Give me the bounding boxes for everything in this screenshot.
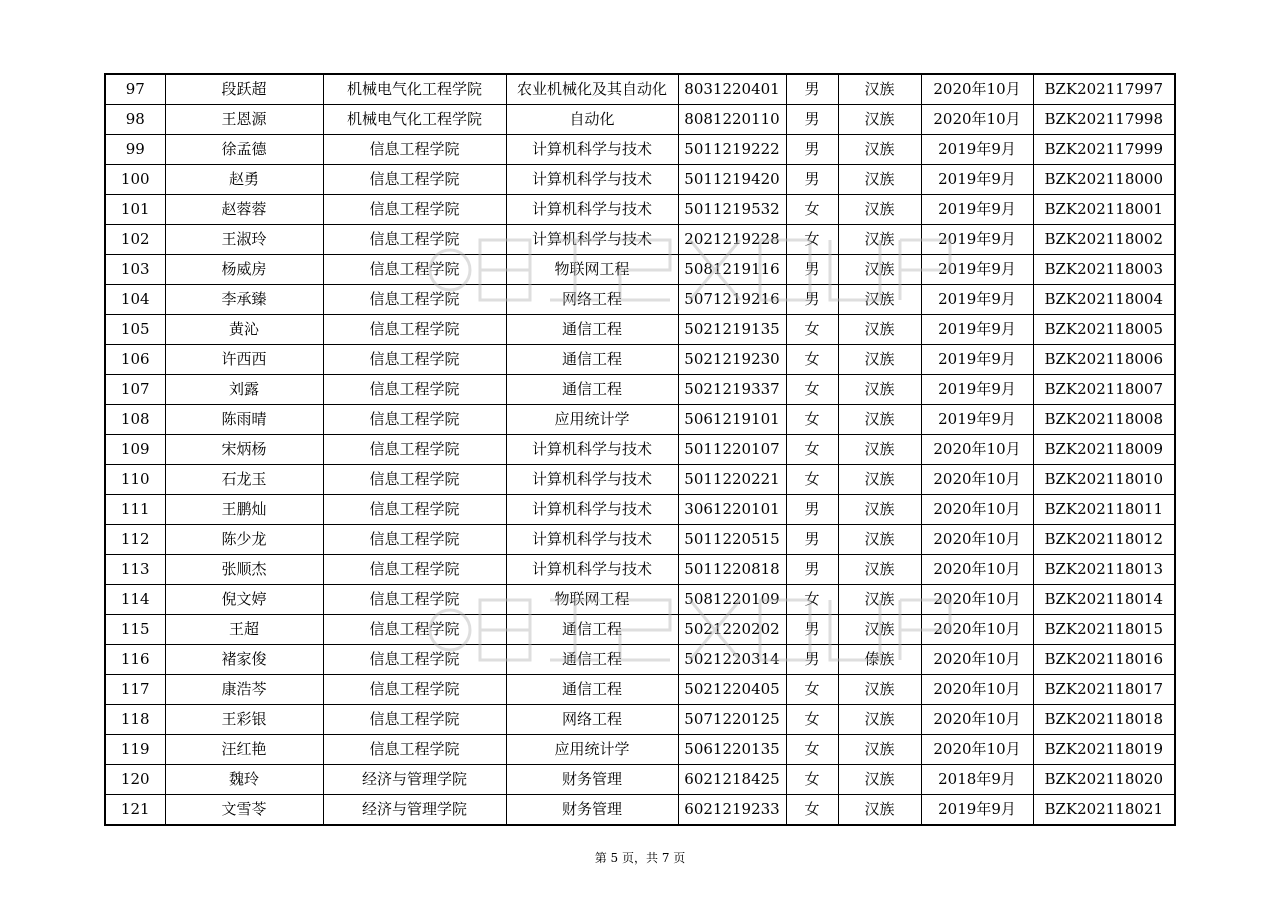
cell-index: 117	[105, 675, 165, 705]
cell-index: 103	[105, 255, 165, 285]
cell-gender: 男	[786, 165, 838, 195]
cell-cert-no: BZK202118010	[1033, 465, 1175, 495]
table-row	[105, 615, 1175, 645]
cell-major: 网络工程	[506, 705, 678, 735]
cell-enroll-date: 2019年9月	[921, 315, 1033, 345]
cell-index: 108	[105, 405, 165, 435]
cell-gender: 女	[786, 795, 838, 826]
cell-college: 机械电气化工程学院	[323, 105, 506, 135]
cell-enroll-date: 2019年9月	[921, 195, 1033, 225]
cell-ethnicity: 汉族	[838, 795, 921, 826]
cell-cert-no: BZK202118006	[1033, 345, 1175, 375]
cell-index: 98	[105, 105, 165, 135]
table-row	[105, 165, 1175, 195]
cell-index: 113	[105, 555, 165, 585]
cell-name: 宋炳杨	[165, 435, 323, 465]
table-row	[105, 405, 1175, 435]
cell-college: 信息工程学院	[323, 675, 506, 705]
cell-name: 王鹏灿	[165, 495, 323, 525]
cell-name: 徐孟德	[165, 135, 323, 165]
cell-major: 计算机科学与技术	[506, 465, 678, 495]
cell-college: 机械电气化工程学院	[323, 74, 506, 105]
cell-name: 陈少龙	[165, 525, 323, 555]
cell-student-id: 2021219228	[678, 225, 786, 255]
cell-ethnicity: 汉族	[838, 735, 921, 765]
cell-enroll-date: 2020年10月	[921, 525, 1033, 555]
cell-cert-no: BZK202118007	[1033, 375, 1175, 405]
cell-name: 赵勇	[165, 165, 323, 195]
cell-major: 物联网工程	[506, 255, 678, 285]
table-row	[105, 675, 1175, 705]
cell-major: 计算机科学与技术	[506, 495, 678, 525]
table-row	[105, 645, 1175, 675]
cell-name: 倪文婷	[165, 585, 323, 615]
cell-enroll-date: 2020年10月	[921, 465, 1033, 495]
cell-college: 信息工程学院	[323, 345, 506, 375]
cell-ethnicity: 汉族	[838, 435, 921, 465]
table-row	[105, 585, 1175, 615]
cell-name: 汪红艳	[165, 735, 323, 765]
cell-college: 信息工程学院	[323, 165, 506, 195]
cell-student-id: 5011219532	[678, 195, 786, 225]
cell-name: 王彩银	[165, 705, 323, 735]
table-row	[105, 345, 1175, 375]
cell-college: 信息工程学院	[323, 315, 506, 345]
cell-college: 经济与管理学院	[323, 795, 506, 826]
table-row	[105, 74, 1175, 105]
cell-name: 赵蓉蓉	[165, 195, 323, 225]
cell-enroll-date: 2020年10月	[921, 105, 1033, 135]
cell-cert-no: BZK202118004	[1033, 285, 1175, 315]
table-row	[105, 285, 1175, 315]
cell-ethnicity: 汉族	[838, 705, 921, 735]
cell-gender: 男	[786, 285, 838, 315]
cell-enroll-date: 2019年9月	[921, 345, 1033, 375]
cell-student-id: 8031220401	[678, 74, 786, 105]
table-row	[105, 375, 1175, 405]
cell-cert-no: BZK202118016	[1033, 645, 1175, 675]
cell-gender: 男	[786, 135, 838, 165]
table-row	[105, 135, 1175, 165]
table-row	[105, 435, 1175, 465]
cell-cert-no: BZK202117998	[1033, 105, 1175, 135]
cell-major: 通信工程	[506, 345, 678, 375]
table-row	[105, 105, 1175, 135]
cell-name: 魏玲	[165, 765, 323, 795]
cell-student-id: 5081220109	[678, 585, 786, 615]
cell-ethnicity: 汉族	[838, 765, 921, 795]
cell-index: 104	[105, 285, 165, 315]
cell-student-id: 5021219135	[678, 315, 786, 345]
cell-name: 许西西	[165, 345, 323, 375]
cell-student-id: 5011220818	[678, 555, 786, 585]
cell-ethnicity: 汉族	[838, 105, 921, 135]
cell-ethnicity: 汉族	[838, 585, 921, 615]
cell-name: 王超	[165, 615, 323, 645]
cell-cert-no: BZK202118012	[1033, 525, 1175, 555]
cell-cert-no: BZK202118008	[1033, 405, 1175, 435]
cell-enroll-date: 2019年9月	[921, 165, 1033, 195]
cell-student-id: 5061219101	[678, 405, 786, 435]
cell-major: 计算机科学与技术	[506, 195, 678, 225]
cell-index: 115	[105, 615, 165, 645]
cell-gender: 女	[786, 465, 838, 495]
cell-gender: 女	[786, 765, 838, 795]
page-number-footer: 第 5 页，共 7 页	[594, 851, 686, 865]
cell-gender: 女	[786, 585, 838, 615]
table-row	[105, 225, 1175, 255]
cell-index: 102	[105, 225, 165, 255]
cell-major: 计算机科学与技术	[506, 165, 678, 195]
cell-name: 陈雨晴	[165, 405, 323, 435]
cell-ethnicity: 汉族	[838, 195, 921, 225]
cell-major: 通信工程	[506, 375, 678, 405]
cell-gender: 男	[786, 525, 838, 555]
cell-enroll-date: 2020年10月	[921, 435, 1033, 465]
cell-student-id: 5011219420	[678, 165, 786, 195]
cell-name: 石龙玉	[165, 465, 323, 495]
cell-index: 106	[105, 345, 165, 375]
cell-major: 应用统计学	[506, 735, 678, 765]
table-row	[105, 795, 1175, 826]
cell-student-id: 5071220125	[678, 705, 786, 735]
cell-major: 自动化	[506, 105, 678, 135]
cell-college: 信息工程学院	[323, 735, 506, 765]
table-row	[105, 465, 1175, 495]
cell-index: 107	[105, 375, 165, 405]
cell-enroll-date: 2020年10月	[921, 495, 1033, 525]
cell-major: 应用统计学	[506, 405, 678, 435]
cell-student-id: 5071219216	[678, 285, 786, 315]
cell-major: 计算机科学与技术	[506, 225, 678, 255]
cell-student-id: 5011219222	[678, 135, 786, 165]
student-record-table	[104, 73, 1176, 826]
cell-index: 105	[105, 315, 165, 345]
cell-name: 文雪苓	[165, 795, 323, 826]
cell-enroll-date: 2019年9月	[921, 795, 1033, 826]
cell-index: 114	[105, 585, 165, 615]
cell-cert-no: BZK202118015	[1033, 615, 1175, 645]
cell-index: 110	[105, 465, 165, 495]
cell-cert-no: BZK202118002	[1033, 225, 1175, 255]
cell-ethnicity: 汉族	[838, 495, 921, 525]
cell-gender: 男	[786, 555, 838, 585]
cell-student-id: 5011220107	[678, 435, 786, 465]
cell-enroll-date: 2020年10月	[921, 74, 1033, 105]
cell-college: 信息工程学院	[323, 495, 506, 525]
cell-name: 李承臻	[165, 285, 323, 315]
cell-college: 信息工程学院	[323, 375, 506, 405]
cell-student-id: 5011220515	[678, 525, 786, 555]
cell-name: 褚家俊	[165, 645, 323, 675]
cell-ethnicity: 汉族	[838, 375, 921, 405]
table-row	[105, 195, 1175, 225]
cell-ethnicity: 汉族	[838, 74, 921, 105]
cell-college: 信息工程学院	[323, 615, 506, 645]
table-row	[105, 255, 1175, 285]
cell-index: 120	[105, 765, 165, 795]
table-row	[105, 495, 1175, 525]
cell-cert-no: BZK202118000	[1033, 165, 1175, 195]
cell-gender: 女	[786, 315, 838, 345]
cell-major: 农业机械化及其自动化	[506, 74, 678, 105]
table-body	[105, 74, 1175, 825]
cell-ethnicity: 汉族	[838, 525, 921, 555]
table-row	[105, 315, 1175, 345]
cell-enroll-date: 2020年10月	[921, 645, 1033, 675]
cell-student-id: 5081219116	[678, 255, 786, 285]
cell-enroll-date: 2019年9月	[921, 375, 1033, 405]
cell-gender: 男	[786, 105, 838, 135]
cell-gender: 女	[786, 195, 838, 225]
cell-enroll-date: 2019年9月	[921, 285, 1033, 315]
cell-student-id: 5011220221	[678, 465, 786, 495]
cell-ethnicity: 汉族	[838, 315, 921, 345]
cell-gender: 男	[786, 255, 838, 285]
cell-cert-no: BZK202118009	[1033, 435, 1175, 465]
cell-name: 杨威房	[165, 255, 323, 285]
cell-gender: 女	[786, 405, 838, 435]
cell-major: 通信工程	[506, 615, 678, 645]
cell-student-id: 5021220314	[678, 645, 786, 675]
cell-cert-no: BZK202118018	[1033, 705, 1175, 735]
cell-ethnicity: 汉族	[838, 615, 921, 645]
cell-index: 119	[105, 735, 165, 765]
cell-index: 100	[105, 165, 165, 195]
cell-college: 信息工程学院	[323, 585, 506, 615]
cell-cert-no: BZK202118021	[1033, 795, 1175, 826]
cell-ethnicity: 汉族	[838, 555, 921, 585]
cell-gender: 女	[786, 375, 838, 405]
cell-gender: 男	[786, 645, 838, 675]
cell-college: 信息工程学院	[323, 285, 506, 315]
cell-major: 物联网工程	[506, 585, 678, 615]
cell-cert-no: BZK202118017	[1033, 675, 1175, 705]
table-row	[105, 765, 1175, 795]
cell-index: 112	[105, 525, 165, 555]
table-row	[105, 735, 1175, 765]
cell-enroll-date: 2020年10月	[921, 585, 1033, 615]
cell-ethnicity: 汉族	[838, 285, 921, 315]
cell-ethnicity: 汉族	[838, 405, 921, 435]
cell-student-id: 3061220101	[678, 495, 786, 525]
cell-name: 王淑玲	[165, 225, 323, 255]
cell-major: 计算机科学与技术	[506, 135, 678, 165]
table-row	[105, 705, 1175, 735]
cell-index: 99	[105, 135, 165, 165]
cell-enroll-date: 2019年9月	[921, 405, 1033, 435]
cell-college: 信息工程学院	[323, 525, 506, 555]
cell-enroll-date: 2020年10月	[921, 735, 1033, 765]
cell-cert-no: BZK202118003	[1033, 255, 1175, 285]
cell-enroll-date: 2019年9月	[921, 135, 1033, 165]
cell-student-id: 5021219337	[678, 375, 786, 405]
cell-student-id: 5061220135	[678, 735, 786, 765]
cell-ethnicity: 汉族	[838, 465, 921, 495]
cell-enroll-date: 2020年10月	[921, 705, 1033, 735]
cell-major: 计算机科学与技术	[506, 525, 678, 555]
cell-index: 121	[105, 795, 165, 826]
cell-index: 116	[105, 645, 165, 675]
cell-enroll-date: 2018年9月	[921, 765, 1033, 795]
cell-gender: 女	[786, 735, 838, 765]
cell-index: 118	[105, 705, 165, 735]
cell-major: 计算机科学与技术	[506, 435, 678, 465]
cell-cert-no: BZK202117999	[1033, 135, 1175, 165]
cell-student-id: 8081220110	[678, 105, 786, 135]
cell-enroll-date: 2020年10月	[921, 615, 1033, 645]
cell-ethnicity: 汉族	[838, 255, 921, 285]
cell-gender: 男	[786, 74, 838, 105]
cell-college: 信息工程学院	[323, 225, 506, 255]
cell-college: 信息工程学院	[323, 405, 506, 435]
cell-college: 信息工程学院	[323, 255, 506, 285]
cell-major: 网络工程	[506, 285, 678, 315]
cell-name: 段跃超	[165, 74, 323, 105]
cell-cert-no: BZK202118001	[1033, 195, 1175, 225]
cell-name: 张顺杰	[165, 555, 323, 585]
cell-ethnicity: 汉族	[838, 135, 921, 165]
table-row	[105, 555, 1175, 585]
cell-gender: 女	[786, 435, 838, 465]
cell-college: 信息工程学院	[323, 135, 506, 165]
cell-index: 111	[105, 495, 165, 525]
cell-student-id: 5021219230	[678, 345, 786, 375]
cell-gender: 男	[786, 495, 838, 525]
cell-cert-no: BZK202118019	[1033, 735, 1175, 765]
cell-major: 财务管理	[506, 795, 678, 826]
cell-gender: 女	[786, 675, 838, 705]
cell-cert-no: BZK202118005	[1033, 315, 1175, 345]
cell-major: 计算机科学与技术	[506, 555, 678, 585]
cell-enroll-date: 2020年10月	[921, 675, 1033, 705]
cell-gender: 女	[786, 345, 838, 375]
cell-ethnicity: 汉族	[838, 165, 921, 195]
cell-index: 101	[105, 195, 165, 225]
cell-name: 王恩源	[165, 105, 323, 135]
cell-index: 109	[105, 435, 165, 465]
cell-gender: 男	[786, 615, 838, 645]
cell-name: 黄沁	[165, 315, 323, 345]
cell-cert-no: BZK202118020	[1033, 765, 1175, 795]
cell-gender: 女	[786, 225, 838, 255]
cell-college: 信息工程学院	[323, 435, 506, 465]
cell-college: 信息工程学院	[323, 465, 506, 495]
cell-cert-no: BZK202118014	[1033, 585, 1175, 615]
table-row	[105, 525, 1175, 555]
cell-cert-no: BZK202118013	[1033, 555, 1175, 585]
cell-enroll-date: 2019年9月	[921, 225, 1033, 255]
cell-ethnicity: 傣族	[838, 645, 921, 675]
cell-student-id: 6021219233	[678, 795, 786, 826]
cell-college: 信息工程学院	[323, 195, 506, 225]
cell-college: 信息工程学院	[323, 705, 506, 735]
cell-ethnicity: 汉族	[838, 345, 921, 375]
cell-name: 康浩芩	[165, 675, 323, 705]
cell-major: 通信工程	[506, 645, 678, 675]
cell-major: 通信工程	[506, 315, 678, 345]
cell-gender: 女	[786, 705, 838, 735]
cell-enroll-date: 2019年9月	[921, 255, 1033, 285]
cell-name: 刘露	[165, 375, 323, 405]
cell-student-id: 5021220202	[678, 615, 786, 645]
cell-college: 信息工程学院	[323, 645, 506, 675]
cell-ethnicity: 汉族	[838, 225, 921, 255]
cell-major: 通信工程	[506, 675, 678, 705]
cell-ethnicity: 汉族	[838, 675, 921, 705]
cell-student-id: 5021220405	[678, 675, 786, 705]
cell-cert-no: BZK202118011	[1033, 495, 1175, 525]
cell-cert-no: BZK202117997	[1033, 74, 1175, 105]
cell-college: 信息工程学院	[323, 555, 506, 585]
cell-student-id: 6021218425	[678, 765, 786, 795]
cell-enroll-date: 2020年10月	[921, 555, 1033, 585]
cell-major: 财务管理	[506, 765, 678, 795]
cell-college: 经济与管理学院	[323, 765, 506, 795]
cell-index: 97	[105, 74, 165, 105]
